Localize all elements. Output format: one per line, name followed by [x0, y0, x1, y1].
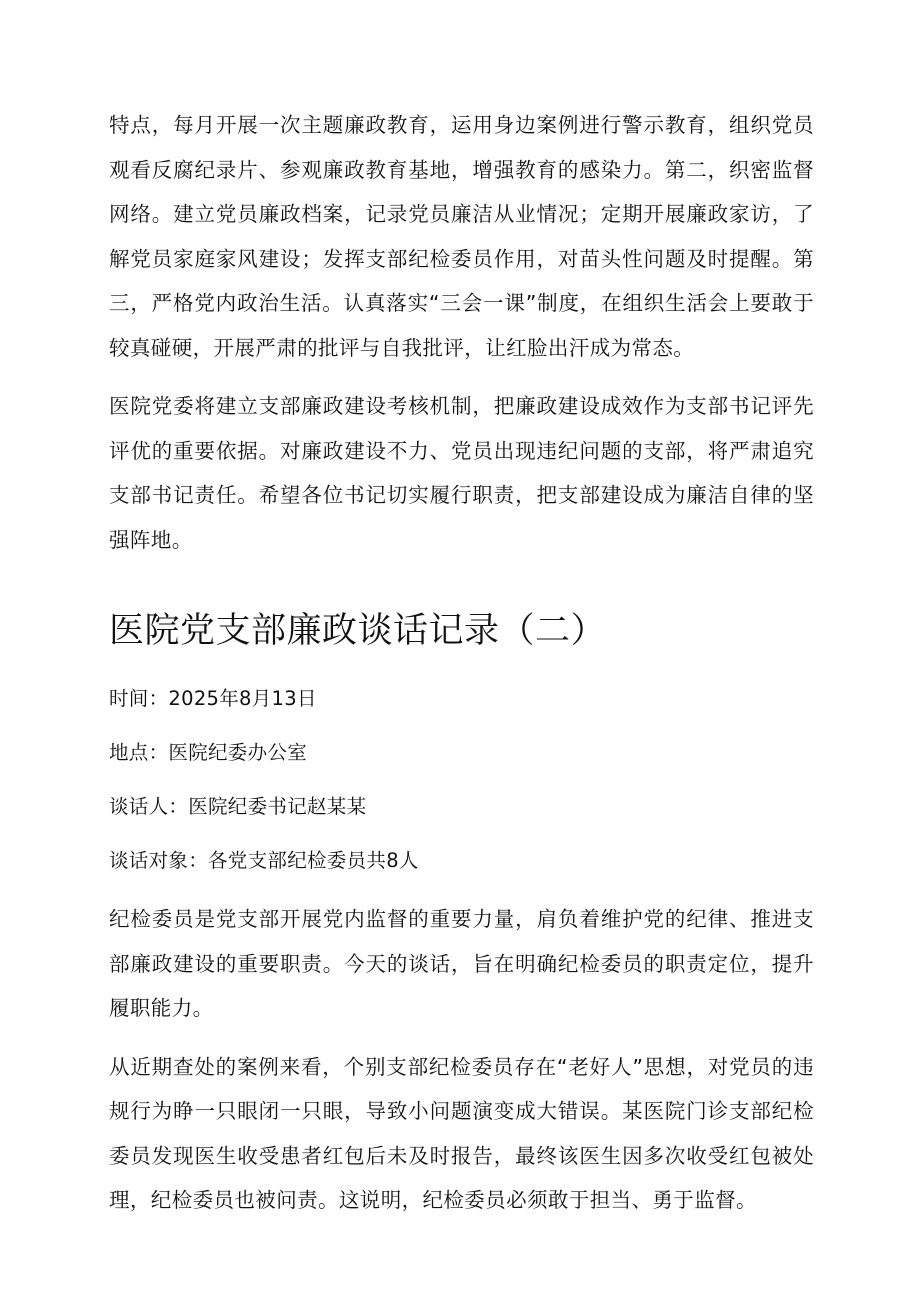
paragraph-assessment-mechanism: 医院党委将建立支部廉政建设考核机制，把廉政建设成效作为支部书记评先评优的重要依据。对廉政建设不力、党员出现违纪问题的支部，将严肃追究支部书记责任。希望各位书记切实履行职责，把支部建设成为廉洁自律的坚强阵地。 — [109, 394, 814, 552]
meta-speaker: 谈话人：医院纪委书记赵某某 — [109, 795, 367, 818]
meta-time: 时间：2025年8月13日 — [109, 687, 317, 710]
meta-place: 地点：医院纪委办公室 — [109, 741, 308, 764]
paragraph-role-of-inspectors: 纪检委员是党支部开展党内监督的重要力量，肩负着维护党的纪律、推进支部廉政建设的重要职责。今天的谈话，旨在明确纪检委员的职责定位，提升履职能力。 — [109, 907, 814, 1020]
paragraph-supervision-measures: 特点，每月开展一次主题廉政教育，运用身边案例进行警示教育，组织党员观看反腐纪录片、参观廉政教育基地，增强教育的感染力。第二，织密监督网络。建立党员廉政档案，记录党员廉洁从业情况；定期开展廉政家访，了解党员家庭家风建设；发挥支部纪检委员作用，对苗头性问题及时提醒。第三，严格党内政治生活。认真落实“三会一课”制度，在组织生活会上要敢于较真碰硬，开展严肃的批评与自我批评，让红脸出汗成为常态。 — [109, 113, 814, 360]
paragraph-case-warning: 从近期查处的案例来看，个别支部纪检委员存在“老好人”思想，对党员的违规行为睁一只眼闭一只眼，导致小问题演变成大错误。某医院门诊支部纪检委员发现医生收受患者红包后未及时报告，最终该医生因多次收受红包被处理，纪检委员也被问责。这说明，纪检委员必须敢于担当、勇于监督。 — [109, 1054, 814, 1212]
section-title: 医院党支部廉政谈话记录（二） — [109, 611, 607, 651]
document-page — [109, 103, 814, 1223]
meta-audience: 谈话对象：各党支部纪检委员共8人 — [109, 849, 419, 872]
